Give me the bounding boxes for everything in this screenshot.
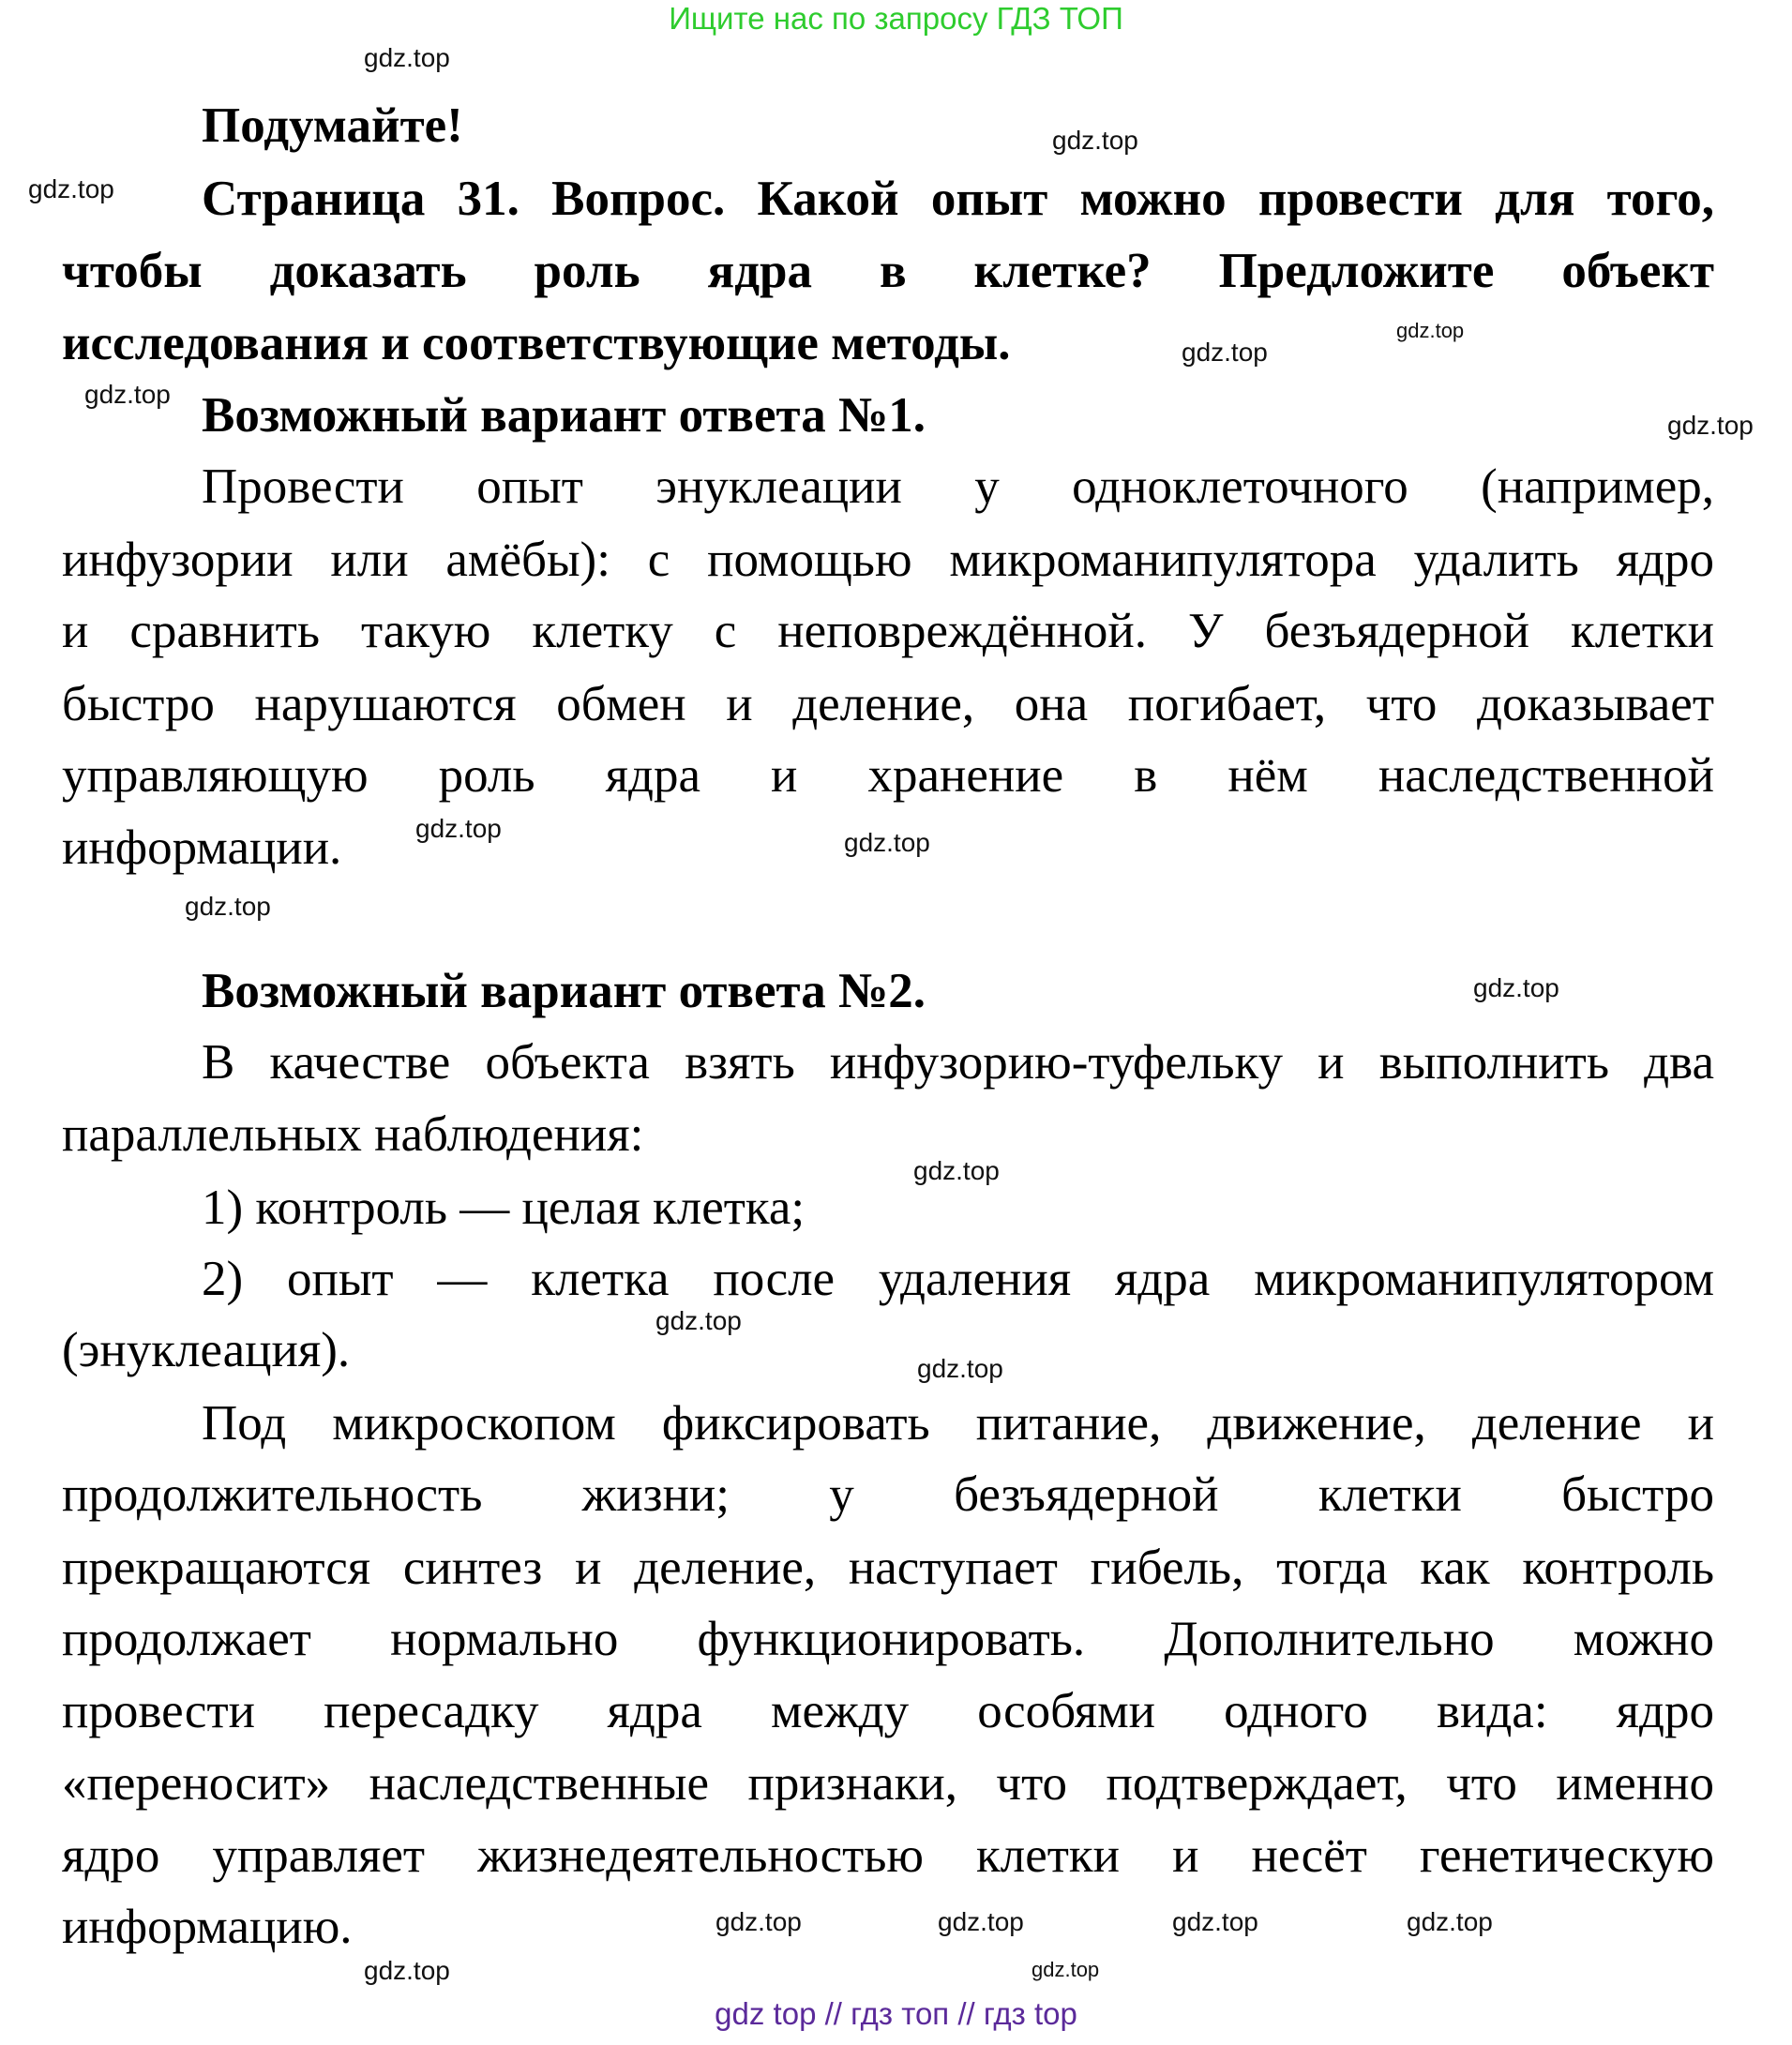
answer2-line: «переносит» наследственные признаки, что подтверждает, что именно — [62, 1756, 1714, 1811]
watermark: gdz.top — [1396, 319, 1465, 342]
answer2-line: продолжает нормально функционировать. Дополнительно можно — [62, 1612, 1714, 1666]
answer2-line: параллельных наблюдения: — [62, 1107, 644, 1162]
answer2-line: 2) опыт — клетка после удаления ядра микроманипулятором — [202, 1252, 1714, 1306]
watermark: gdz.top — [844, 828, 930, 857]
answer2-line: прекращаются синтез и деление, наступает гибель, тогда как контроль — [62, 1541, 1714, 1595]
watermark: gdz.top — [1667, 411, 1754, 440]
answer2-line: провести пересадку ядра между особями одного вида: ядро — [62, 1684, 1714, 1738]
answer1-line: инфузории или амёбы): с помощью микроманипулятора удалить ядро — [62, 533, 1714, 587]
answer2-line: информацию. — [62, 1900, 353, 1954]
answer1-line: быстро нарушаются обмен и деление, она погибает, что доказывает — [62, 677, 1714, 731]
watermark: gdz.top — [913, 1156, 1000, 1185]
search-banner: Ищите нас по запросу ГДЗ ТОП — [669, 1, 1123, 36]
watermark: gdz.top — [415, 814, 502, 843]
heading: Подумайте! — [202, 98, 463, 153]
answer2-line: 1) контроль — целая клетка; — [202, 1180, 806, 1235]
watermark: gdz.top — [28, 174, 114, 203]
watermark: gdz.top — [84, 380, 171, 409]
watermark: gdz.top — [1182, 338, 1268, 367]
watermark: gdz.top — [185, 892, 271, 921]
answer1-line: управляющую роль ядра и хранение в нём наследственной — [62, 748, 1714, 803]
answer2-line: ядро управляет жизнедеятельностью клетки и несёт генетическую — [62, 1828, 1714, 1883]
answer2-title: Возможный вариант ответа №2. — [202, 964, 926, 1018]
watermark: gdz.top — [655, 1306, 742, 1335]
answer1-line: Провести опыт энуклеации у одноклеточного (например, — [202, 459, 1714, 514]
answer1-line: информации. — [62, 820, 342, 875]
answer2-line: (энуклеация). — [62, 1323, 351, 1377]
watermark: gdz.top — [1052, 126, 1138, 155]
watermark: gdz.top — [1407, 1907, 1493, 1936]
watermark: gdz.top — [1473, 973, 1559, 1002]
watermark: gdz.top — [1032, 1958, 1100, 1981]
answer2-line: Под микроскопом фиксировать питание, движение, деление и — [202, 1396, 1714, 1451]
answer1-title: Возможный вариант ответа №1. — [202, 388, 926, 443]
watermark: gdz.top — [938, 1907, 1024, 1936]
answer2-line: продолжительность жизни; у безъядерной клетки быстро — [62, 1467, 1714, 1522]
answer1-line: и сравнить такую клетку с неповреждённой. У безъядерной клетки — [62, 604, 1714, 658]
watermark: gdz.top — [917, 1354, 1003, 1383]
question-line: чтобы доказать роль ядра в клетке? Предложите объект — [62, 244, 1714, 298]
question-line: Страница 31. Вопрос. Какой опыт можно провести для того, — [202, 172, 1714, 226]
footer-links[interactable]: gdz top // гдз топ // гдз top — [715, 1996, 1077, 2031]
watermark: gdz.top — [364, 1956, 450, 1985]
watermark: gdz.top — [715, 1907, 802, 1936]
watermark: gdz.top — [1172, 1907, 1258, 1936]
watermark: gdz.top — [364, 43, 450, 72]
answer2-line: В качестве объекта взять инфузорию-туфельку и выполнить два — [202, 1035, 1714, 1090]
question-line: исследования и соответствующие методы. — [62, 316, 1011, 370]
